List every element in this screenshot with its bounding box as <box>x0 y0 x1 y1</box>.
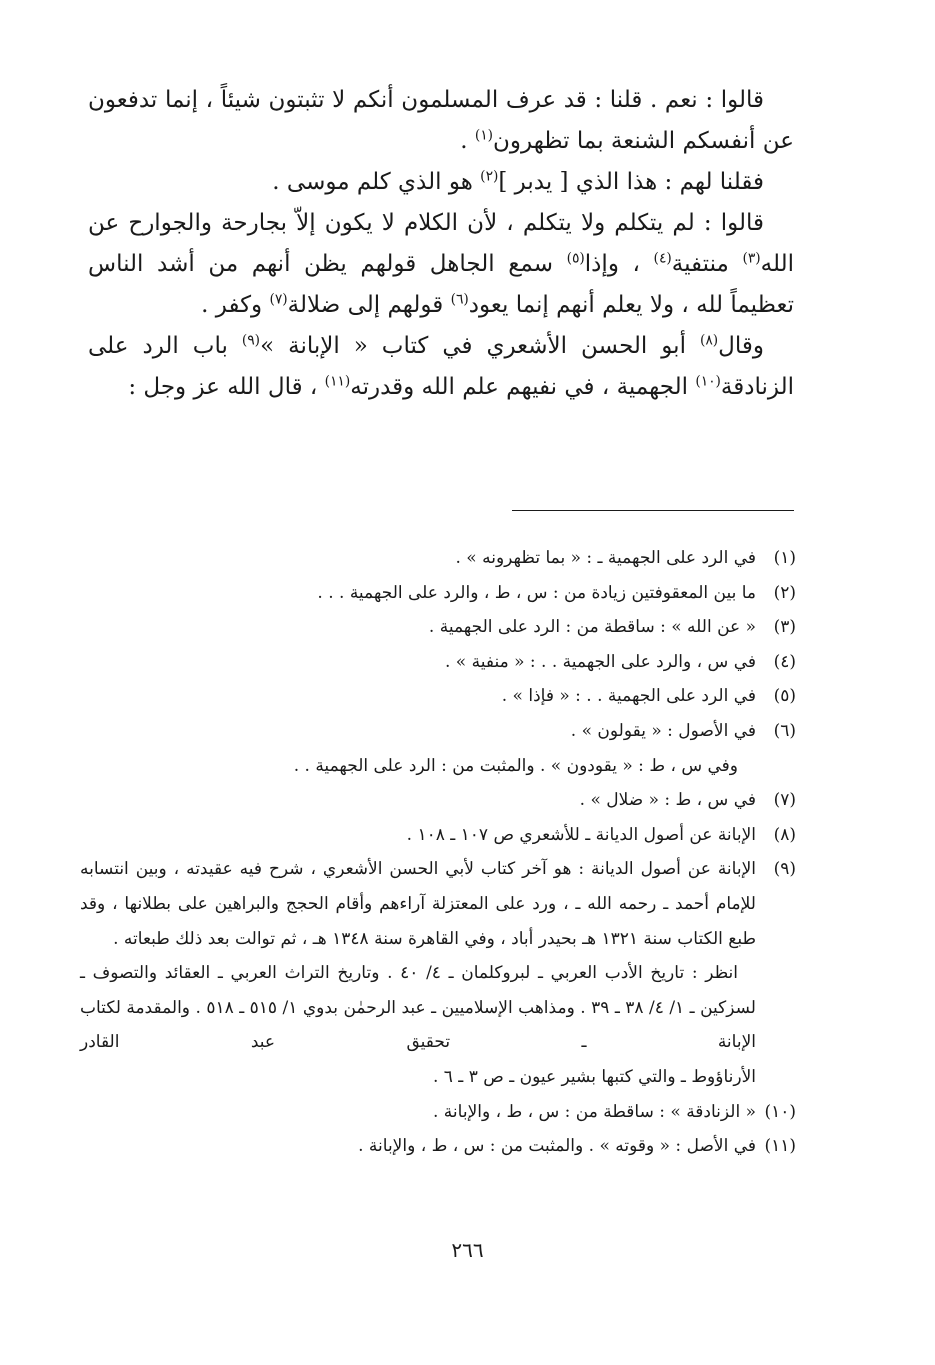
footnote-text: في الأصول : « يقولون » . <box>570 720 756 741</box>
footnote-number: (١) <box>773 548 796 568</box>
footnote-ref[interactable]: (١) <box>474 127 494 144</box>
paragraph-2: فقلنا لهم : هذا الذي [ يدبر ]$^{(٢)}$ هو الذي كلم موسى . <box>272 168 764 195</box>
footnote-text: في الرد على الجهمية ـ : « بما تظهرونه » . <box>455 548 756 568</box>
footnote-number: (١١) <box>764 1136 796 1157</box>
paragraph-3: قالوا : لم يتكلم ولا يتكلم ، لأن الكلام لا يكون إلاّ بجارحة والجوارح عن الله$^{(٣)}$ منتفية$^{(٤)}$ ، وإذا$^{(٥)}$ سمع الجاهل قولهم يظن أنهم من أشد الناس تعظيماً لله ، ولا يعلم أنهم إنما يعود$^{(٦)}$ قولهم إلى ضلالة$^{(٧)}$ وكفر . <box>88 210 794 318</box>
footnote-text: في س ، والرد على الجهمية . . : « منفية » . <box>445 651 756 672</box>
footnote-number: (٨) <box>773 824 796 845</box>
footnote-text: الإبانة عن أصول الديانة ـ للأشعري ص ١٠٧ ـ ١٠٨ . <box>406 824 756 845</box>
page-number: ٢٦٦ <box>451 1238 484 1262</box>
paragraph-4: وقال$^{(٨)}$ أبو الحسن الأشعري في كتاب « الإبانة »$^{(٩)}$ باب الرد على الزنادقة$^{(١٠)}$ الجهمية ، في نفيهم علم الله وقدرته$^{(١١)}$ ، قال الله عز وجل : <box>88 332 794 400</box>
footnote-text: في الرد على الجهمية . . : « فإذا » . <box>501 686 756 707</box>
footnote-text: في س ، ط : « ضلال » . <box>579 790 756 811</box>
footnote-ref[interactable]: (٦) <box>450 291 469 308</box>
footnote-ref[interactable]: (٩) <box>241 332 261 349</box>
paragraph-1: قالوا : نعم . قلنا : قد عرف المسلمون أنكم لا تثبتون شيئاً ، إنما تدفعون عن أنفسكم الشنعة بما تظهرون$^{(١)}$ . <box>88 87 794 154</box>
footnotes <box>80 541 796 1164</box>
footnote-ref[interactable]: (٤) <box>653 250 672 267</box>
footnote-ref[interactable]: (٥) <box>566 250 585 267</box>
footnote-number: (٢) <box>773 582 796 603</box>
footnote-3 <box>80 610 796 645</box>
footnote-text: « الزنادقة » : ساقطة من : س ، ط ، والإبانة . <box>433 1101 756 1122</box>
footnote-number: (٩) <box>773 859 796 880</box>
footnote-9-continuation: انظر : تاريخ الأدب العربي ـ لبروكلمان ـ ٤/ ٤٠ . وتاريخ التراث العربي ـ العقائد والتصوف ـ لسزكين ـ ١/ ٤/ ٣٨ ـ ٣٩ . ومذاهب الإسلاميين ـ عبد الرحمٰن بدوي ١/ ٥١٥ ـ ٥١٨ . والمقدمة لكتاب الإبانة ـ تحقيق عبد القادر <box>80 963 756 1053</box>
footnote-2 <box>80 576 796 611</box>
footnote-ref[interactable]: (٧) <box>269 291 288 308</box>
footnote-5 <box>80 679 796 714</box>
footnote-9 <box>80 852 796 956</box>
footnote-ref[interactable]: (١١) <box>324 373 351 390</box>
footnote-number: (٥) <box>773 686 796 707</box>
footnote-9-continuation-end: الأرناؤوط ـ والتي كتبها بشير عيون ـ ص ٣ ـ ٦ . <box>432 1066 756 1087</box>
footnote-text: في الأصل : « وقوته » . والمثبت من : س ، ط ، والإبانة . <box>358 1136 756 1157</box>
footnote-6 <box>80 714 796 749</box>
footnote-1 <box>80 541 796 576</box>
footnote-6-continuation: وفي س ، ط : « يقودون » . والمثبت من : الرد على الجهمية . . <box>293 755 738 776</box>
footnote-4 <box>80 645 796 680</box>
footnote-ref[interactable]: (١٠) <box>695 373 721 390</box>
footnote-ref[interactable]: (٣) <box>742 250 761 267</box>
footnote-8 <box>80 818 796 853</box>
main-text <box>88 80 794 408</box>
footnote-number: (٣) <box>773 617 796 638</box>
footnote-11 <box>80 1129 796 1164</box>
footnote-number: (٤) <box>773 651 796 672</box>
footnote-number: (٧) <box>773 790 796 811</box>
footnote-7 <box>80 783 796 818</box>
footnote-ref[interactable]: (٢) <box>480 168 499 185</box>
footnote-text: « عن الله » : ساقطة من : الرد على الجهمية . <box>428 617 756 638</box>
footnote-text: الإبانة عن أصول الديانة : هو آخر كتاب لأبي الحسن الأشعري ، شرح فيه عقيدته ، وبين انتسابه للإمام أحمد ـ رحمه الله ـ ، ورد على المعتزلة آراءهم وأقام الحجج والبراهين على بطلانها ، وقد طبع الكتاب سنة ١٣٢١ هـ بحيدر أباد ، وفي القاهرة سنة ١٣٤٨ هـ ، ثم توالت بعد ذلك طبعاته . <box>80 859 756 949</box>
footnote-ref[interactable]: (٨) <box>699 332 719 349</box>
footnote-10 <box>80 1095 796 1130</box>
footnote-separator <box>512 510 794 511</box>
footnote-number: (٦) <box>773 720 796 741</box>
footnote-number: (١٠) <box>764 1101 796 1122</box>
footnote-text: ما بين المعقوفتين زيادة من : س ، ط ، والرد على الجهمية . . . <box>317 582 756 603</box>
